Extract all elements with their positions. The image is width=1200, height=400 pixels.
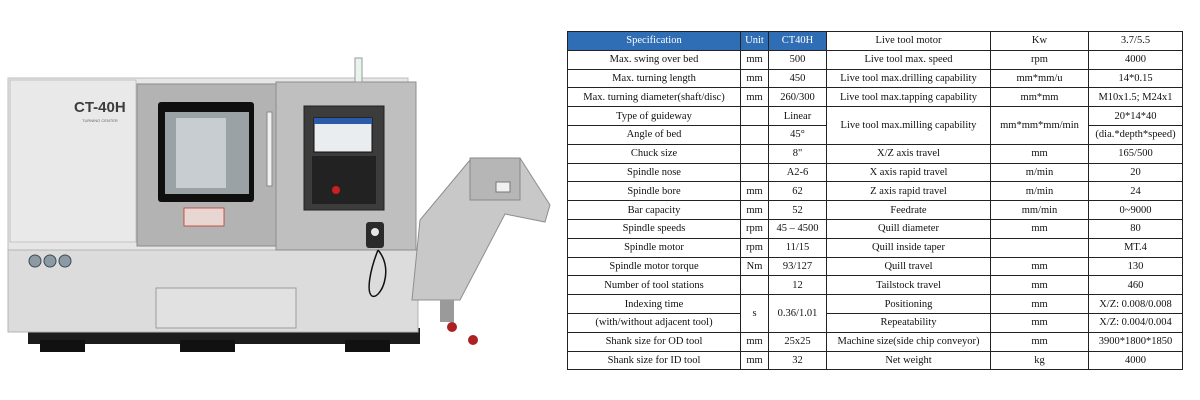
table-row — [568, 163, 1183, 182]
gauge-icon — [29, 255, 41, 267]
cell-unit: mm*mm — [991, 88, 1089, 107]
cell-value: 32 — [769, 351, 827, 370]
cell-unit: mm — [991, 276, 1089, 295]
cell-value: 80 — [1089, 219, 1183, 238]
cell-unit: mm — [991, 219, 1089, 238]
cell-value: 500 — [769, 50, 827, 69]
table-row — [568, 107, 1183, 126]
cell-value: 20 — [1089, 163, 1183, 182]
cell-value: 0.36/1.01 — [769, 295, 827, 333]
cell-spec: Type of guideway — [568, 107, 741, 126]
cell-value: M10x1.5; M24x1 — [1089, 88, 1183, 107]
cell-unit: mm — [991, 313, 1089, 332]
handwheel-icon — [371, 228, 379, 236]
header-unit: Unit — [741, 32, 769, 51]
cell-unit: mm — [991, 144, 1089, 163]
cell-unit: mm*mm/u — [991, 69, 1089, 88]
cell-spec: Tailstock travel — [827, 276, 991, 295]
cell-value: (dia.*depth*speed) — [1089, 125, 1183, 144]
cell-unit: mm — [991, 257, 1089, 276]
conveyor-head — [470, 158, 520, 200]
cell-spec: Live tool motor — [827, 32, 991, 51]
table-header-row — [568, 32, 1183, 51]
cell-unit: s — [741, 295, 769, 333]
cell-unit — [991, 238, 1089, 257]
cell-spec: Shank size for OD tool — [568, 332, 741, 351]
table-row — [568, 219, 1183, 238]
cell-value: X/Z: 0.008/0.008 — [1089, 295, 1183, 314]
cell-value: 62 — [769, 182, 827, 201]
cell-unit — [741, 163, 769, 182]
cell-value: X/Z: 0.004/0.004 — [1089, 313, 1183, 332]
cell-value: 45° — [769, 125, 827, 144]
cell-spec: Spindle motor — [568, 238, 741, 257]
cell-value: 4000 — [1089, 50, 1183, 69]
header-model: CT40H — [769, 32, 827, 51]
cell-spec: Bar capacity — [568, 201, 741, 220]
cell-spec: Live tool max.drilling capability — [827, 69, 991, 88]
cell-spec: Chuck size — [568, 144, 741, 163]
cell-spec: Positioning — [827, 295, 991, 314]
cell-value: 8" — [769, 144, 827, 163]
table-row — [568, 257, 1183, 276]
table-row — [568, 295, 1183, 314]
cell-spec: Live tool max. speed — [827, 50, 991, 69]
keypad — [312, 156, 376, 204]
cell-value: 460 — [1089, 276, 1183, 295]
machine-foot — [345, 340, 390, 352]
cell-spec: Max. swing over bed — [568, 50, 741, 69]
cell-unit: rpm — [991, 50, 1089, 69]
cell-unit — [741, 125, 769, 144]
cell-spec: Angle of bed — [568, 125, 741, 144]
cell-unit: mm — [991, 332, 1089, 351]
cell-spec: Spindle bore — [568, 182, 741, 201]
table-row — [568, 276, 1183, 295]
cell-unit — [741, 144, 769, 163]
cell-spec: Spindle motor torque — [568, 257, 741, 276]
signal-light — [355, 58, 362, 82]
cell-unit: m/min — [991, 182, 1089, 201]
cell-unit: m/min — [991, 163, 1089, 182]
machine-drawer — [156, 288, 296, 328]
cell-value: A2-6 — [769, 163, 827, 182]
cell-unit: Nm — [741, 257, 769, 276]
caster-wheel-icon — [447, 322, 457, 332]
cell-value: 130 — [1089, 257, 1183, 276]
gauge-icon — [44, 255, 56, 267]
cell-unit: mm — [741, 351, 769, 370]
table-row — [568, 313, 1183, 332]
cell-unit: mm — [991, 295, 1089, 314]
cell-unit: kg — [991, 351, 1089, 370]
cell-spec: Feedrate — [827, 201, 991, 220]
cell-spec: Net weight — [827, 351, 991, 370]
cell-spec: Quill diameter — [827, 219, 991, 238]
cell-unit: mm — [741, 50, 769, 69]
cell-value: 93/127 — [769, 257, 827, 276]
brand-logo: CT-40H — [74, 99, 126, 116]
cell-unit — [741, 107, 769, 126]
table-row — [568, 201, 1183, 220]
cell-value: 450 — [769, 69, 827, 88]
cell-unit: mm — [741, 88, 769, 107]
caster-wheel-icon — [468, 335, 478, 345]
cnc-lathe-image — [0, 0, 560, 400]
cell-unit: rpm — [741, 219, 769, 238]
cell-spec: Spindle nose — [568, 163, 741, 182]
cell-value: 165/500 — [1089, 144, 1183, 163]
cell-value: 52 — [769, 201, 827, 220]
cell-value: 3.7/5.5 — [1089, 32, 1183, 51]
cell-spec: Number of tool stations — [568, 276, 741, 295]
cell-value: 24 — [1089, 182, 1183, 201]
cell-value: 3900*1800*1850 — [1089, 332, 1183, 351]
cell-value: MT.4 — [1089, 238, 1183, 257]
emergency-stop-icon — [332, 186, 340, 194]
table-row — [568, 69, 1183, 88]
cell-spec: Live tool max.milling capability — [827, 107, 991, 145]
cell-spec: Indexing time — [568, 295, 741, 314]
cell-unit: mm — [741, 69, 769, 88]
conveyor-leg — [440, 300, 454, 322]
cell-spec: Repeatability — [827, 313, 991, 332]
gauge-icon — [59, 255, 71, 267]
cell-unit: rpm — [741, 238, 769, 257]
cell-value: 45 – 4500 — [769, 219, 827, 238]
brand-subtitle: TURNING CENTER — [82, 118, 118, 123]
cell-spec: Quill inside taper — [827, 238, 991, 257]
cell-spec: X/Z axis travel — [827, 144, 991, 163]
cell-spec: Machine size(side chip conveyor) — [827, 332, 991, 351]
cell-unit: mm*mm*mm/min — [991, 107, 1089, 145]
cell-spec: Max. turning diameter(shaft/disc) — [568, 88, 741, 107]
table-row — [568, 144, 1183, 163]
table-row — [568, 50, 1183, 69]
cell-spec: (with/without adjacent tool) — [568, 313, 741, 332]
cell-value: Linear — [769, 107, 827, 126]
cell-value: 4000 — [1089, 351, 1183, 370]
cell-spec: Max. turning length — [568, 69, 741, 88]
cell-spec: Quill travel — [827, 257, 991, 276]
cell-unit: mm — [741, 182, 769, 201]
cell-unit: mm — [741, 201, 769, 220]
cell-value: 12 — [769, 276, 827, 295]
table-row — [568, 332, 1183, 351]
cell-value: 11/15 — [769, 238, 827, 257]
cell-value: 25x25 — [769, 332, 827, 351]
conveyor-sign — [496, 182, 510, 192]
cell-value: 260/300 — [769, 88, 827, 107]
door-handle — [267, 112, 272, 186]
cell-spec: Spindle speeds — [568, 219, 741, 238]
window-reflection — [176, 118, 226, 188]
cell-spec: X axis rapid travel — [827, 163, 991, 182]
header-specification: Specification — [568, 32, 741, 51]
screen-header — [314, 118, 372, 124]
cell-value: 0~9000 — [1089, 201, 1183, 220]
cell-unit: mm/min — [991, 201, 1089, 220]
spec-table — [567, 31, 1183, 370]
cell-unit: Kw — [991, 32, 1089, 51]
warning-label — [184, 208, 224, 226]
table-row — [568, 238, 1183, 257]
table-row — [568, 88, 1183, 107]
cell-unit: mm — [741, 332, 769, 351]
table-row — [568, 182, 1183, 201]
machine-foot — [40, 340, 85, 352]
table-row — [568, 351, 1183, 370]
cell-unit — [741, 276, 769, 295]
cell-value: 20*14*40 — [1089, 107, 1183, 126]
machine-foot — [180, 340, 235, 352]
cell-spec: Live tool max.tapping capability — [827, 88, 991, 107]
cell-value: 14*0.15 — [1089, 69, 1183, 88]
cell-spec: Shank size for ID tool — [568, 351, 741, 370]
cell-spec: Z axis rapid travel — [827, 182, 991, 201]
